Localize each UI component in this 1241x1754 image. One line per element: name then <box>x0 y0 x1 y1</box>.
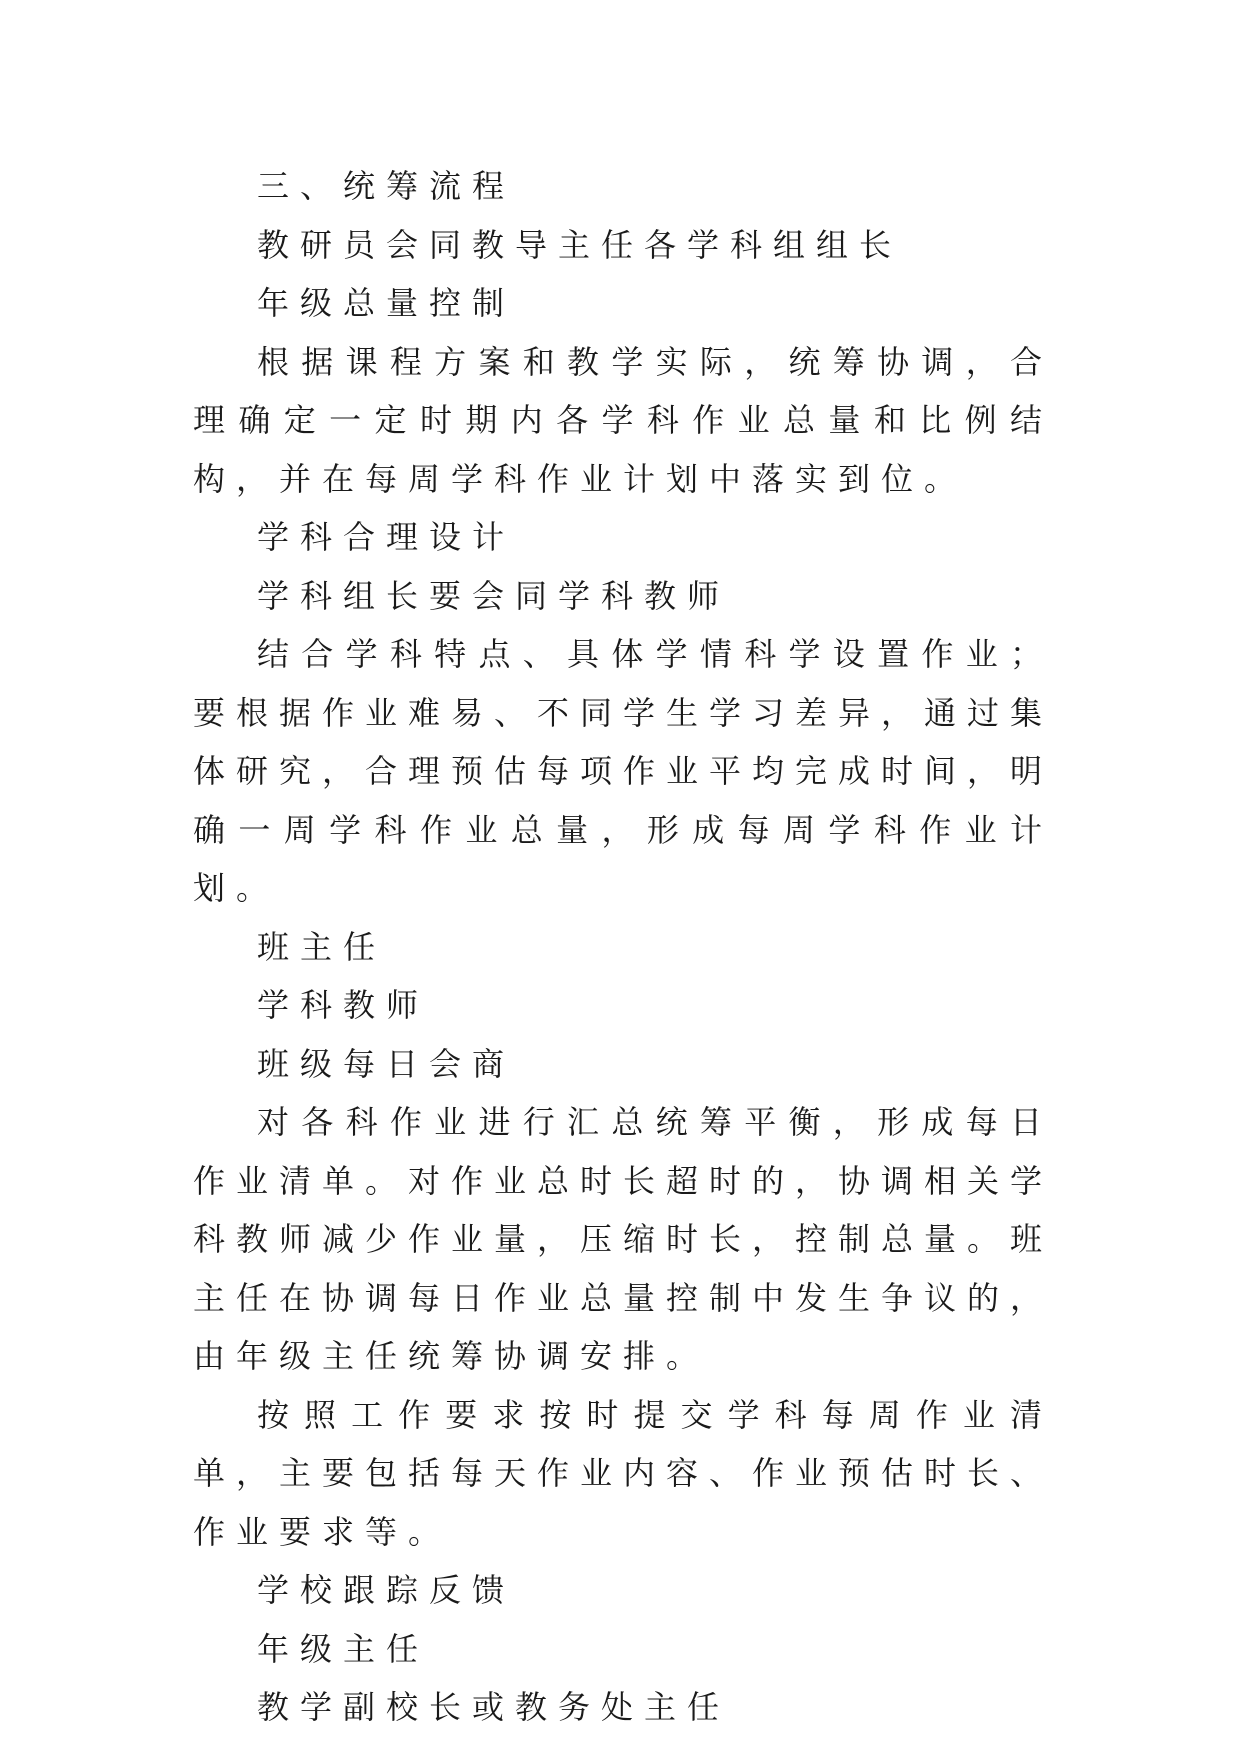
paragraph: 教学副校长或教务处主任 <box>257 1688 731 1726</box>
paragraph: 学科组长要会同学科教师 <box>257 576 731 615</box>
paragraph: 对各科作业进行汇总统筹平衡，形成每日作业清单。对作业总时长超时的，协调相关学科教师减少作业量，压缩时长，控制总量。班主任在协调每日作业总量控制中发生争议的，由年级主任统筹协调安排。 <box>193 1103 1054 1375</box>
paragraph: 根据课程方案和教学实际，统筹协调，合理确定一定时期内各学科作业总量和比例结构，并在每周学科作业计划中落实到位。 <box>193 342 1053 498</box>
paragraph: 班主任 <box>257 927 387 966</box>
paragraph: 年级总量控制 <box>257 284 516 322</box>
paragraph: 学校跟踪反馈 <box>257 1571 516 1609</box>
document-body <box>193 157 1053 1737</box>
paragraph: 学科教师 <box>257 986 430 1024</box>
paragraph: 教研员会同教导主任各学科组组长 <box>257 225 903 264</box>
paragraph: 年级主任 <box>257 1629 430 1668</box>
paragraph: 结合学科特点、具体学情科学设置作业；要根据作业难易、不同学生学习差异，通过集体研究，合理预估每项作业平均完成时间，明确一周学科作业总量，形成每周学科作业计划。 <box>193 635 1054 907</box>
paragraph: 学科合理设计 <box>257 518 516 556</box>
paragraph: 按照工作要求按时提交学科每周作业清单，主要包括每天作业内容、作业预估时长、作业要求等。 <box>193 1395 1054 1551</box>
section-heading: 三、统筹流程 <box>257 167 516 205</box>
paragraph: 班级每日会商 <box>257 1044 516 1083</box>
